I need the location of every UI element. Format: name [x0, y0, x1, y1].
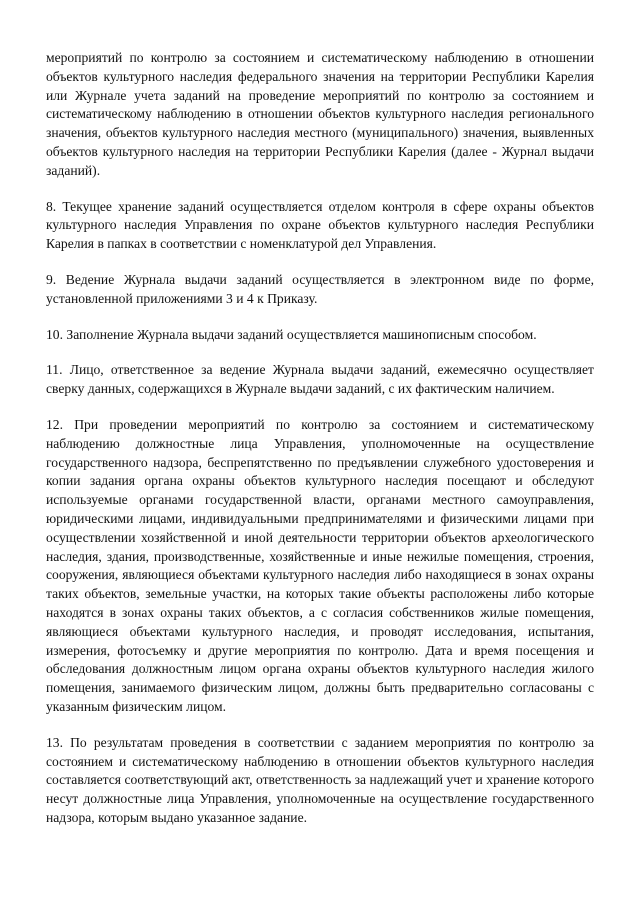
paragraph-11: 11. Лицо, ответственное за ведение Журнала выдачи заданий, ежемесячно осуществляет сверку данных, содержащихся в Журнале выдачи заданий, с их фактическим наличием. — [46, 362, 594, 397]
document-page — [46, 49, 594, 845]
paragraph-12: 12. При проведении мероприятий по контролю за состоянием и систематическому наблюдению должностные лица Управления, уполномоченные на осуществление государственного надзора, беспрепятственно по предъявлении служебного удостоверения и копии задания органа охраны объектов культурного наследия посещают и обследуют используемые органами государственной власти, органами местного самоуправления, юридическими лицами, индивидуальными предпринимателями и физическими лицами при осуществлении хозяйственной и иной деятельности территории объектов археологического наследия, здания, производственные, хозяйственные и иные нежилые помещения, строения, сооружения, являющиеся объектами культурного наследия либо находящиеся в зонах охраны таких объектов, земельные участки, на которых такие объекты расположены либо которые находятся в зонах охраны таких объектов, а с согласия собственников жилые помещения, являющиеся объектами культурного наследия, и проводят исследования, испытания, измерения, фотосъемку и другие мероприятия по контролю. Дата и время посещения и обследования должностным лицом органа охраны объектов культурного наследия жилого помещения, занимаемого физическим лицом, должны быть предварительно согласованы с указанным физическим лицом. — [46, 416, 594, 714]
paragraph-13: 13. По результатам проведения в соответствии с заданием мероприятия по контролю за состоянием и систематическому наблюдению в отношении объектов культурного наследия составляется соответствующий акт, ответственность за надлежащий учет и хранение которого несут должностные лица Управления, уполномоченные на осуществление государственного надзора, которым выдано указанное задание. — [46, 734, 594, 825]
paragraph-8: 8. Текущее хранение заданий осуществляется отделом контроля в сфере охраны объектов культурного наследия Управления по охране объектов культурного наследия Республики Карелия в папках в соответствии с номенклатурой дел Управления. — [46, 198, 594, 252]
paragraph-9: 9. Ведение Журнала выдачи заданий осуществляется в электронном виде по форме, установленной приложениями 3 и 4 к Приказу. — [46, 271, 594, 306]
paragraph-10: 10. Заполнение Журнала выдачи заданий осуществляется машинописным способом. — [46, 326, 537, 342]
paragraph-continuation: мероприятий по контролю за состоянием и систематическому наблюдению в отношении объектов культурного наследия федерального значения на территории Республики Карелия или Журнале учета заданий на проведение мероприятий по контролю за состоянием и систематическому наблюдению в отношении объектов культурного наследия регионального значения, объектов культурного наследия местного (муниципального) значения, выявленных объектов культурного наследия на территории Республики Карелия (далее - Журнал выдачи заданий). — [46, 50, 594, 178]
